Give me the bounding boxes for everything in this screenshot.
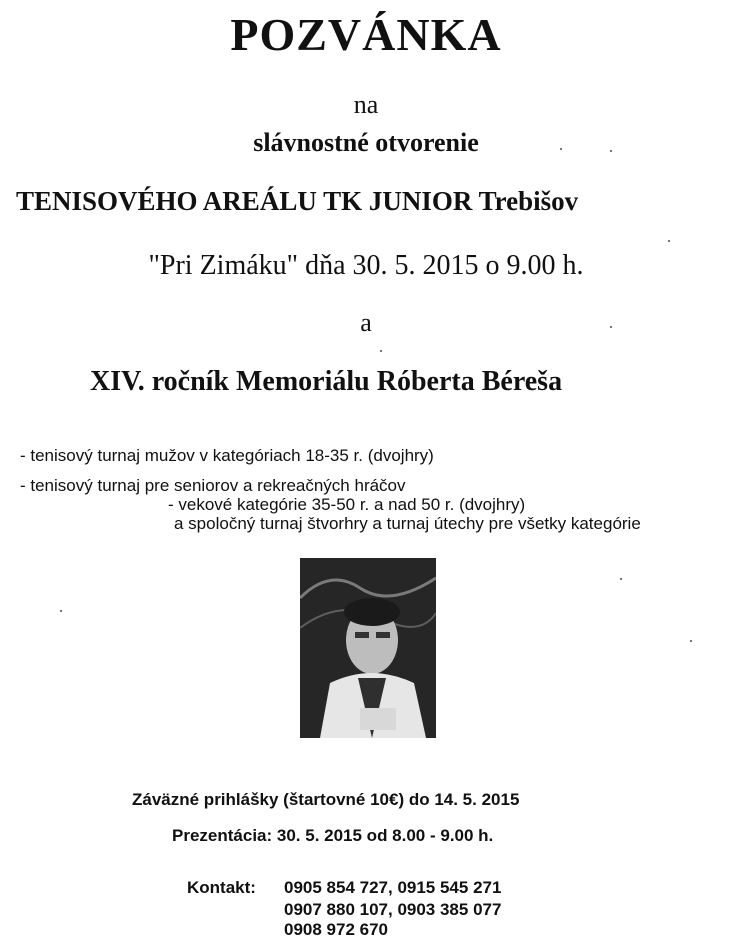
category-line-age-groups: - vekové kategórie 35-50 r. a nad 50 r. (dvojhry) <box>168 495 526 514</box>
venue-heading: TENISOVÉHO AREÁLU TK JUNIOR Trebišov <box>16 186 579 216</box>
contact-phones-2: 0907 880 107, 0903 385 077 <box>284 900 502 919</box>
contact-phones-3: 0908 972 670 <box>284 920 388 939</box>
scan-speck <box>610 150 612 152</box>
contact-label: Kontakt: <box>187 878 256 897</box>
date-line: "Pri Zimáku" dňa 30. 5. 2015 o 9.00 h. <box>148 250 584 281</box>
category-line-men: - tenisový turnaj mužov v kategóriach 18-35 r. (dvojhry) <box>20 446 434 465</box>
portrait-photo <box>300 558 436 738</box>
scan-speck <box>380 350 382 352</box>
scan-speck <box>60 610 62 612</box>
memorial-heading: XIV. ročník Memoriálu Róberta Béreša <box>90 366 563 397</box>
category-line-seniors: - tenisový turnaj pre seniorov a rekreačných hráčov <box>20 476 406 495</box>
contact-phones-1: 0905 854 727, 0915 545 271 <box>284 878 502 897</box>
scan-speck <box>668 240 670 242</box>
na-text: na <box>353 90 379 119</box>
scan-speck <box>560 148 562 150</box>
and-text: a <box>360 308 372 337</box>
scan-speck <box>690 640 692 642</box>
invitation-title: POZVÁNKA <box>230 9 502 60</box>
signup-deadline: Záväzné prihlášky (štartovné 10€) do 14. 5. 2015 <box>132 790 520 809</box>
scan-speck <box>610 326 612 328</box>
scan-speck <box>620 578 622 580</box>
opening-text: slávnostné otvorenie <box>253 128 479 157</box>
category-line-doubles: a spoločný turnaj štvorhry a turnaj útechy pre všetky kategórie <box>174 514 641 533</box>
presentation-time: Prezentácia: 30. 5. 2015 od 8.00 - 9.00 h. <box>172 826 494 845</box>
portrait-photo-icon <box>300 558 436 738</box>
